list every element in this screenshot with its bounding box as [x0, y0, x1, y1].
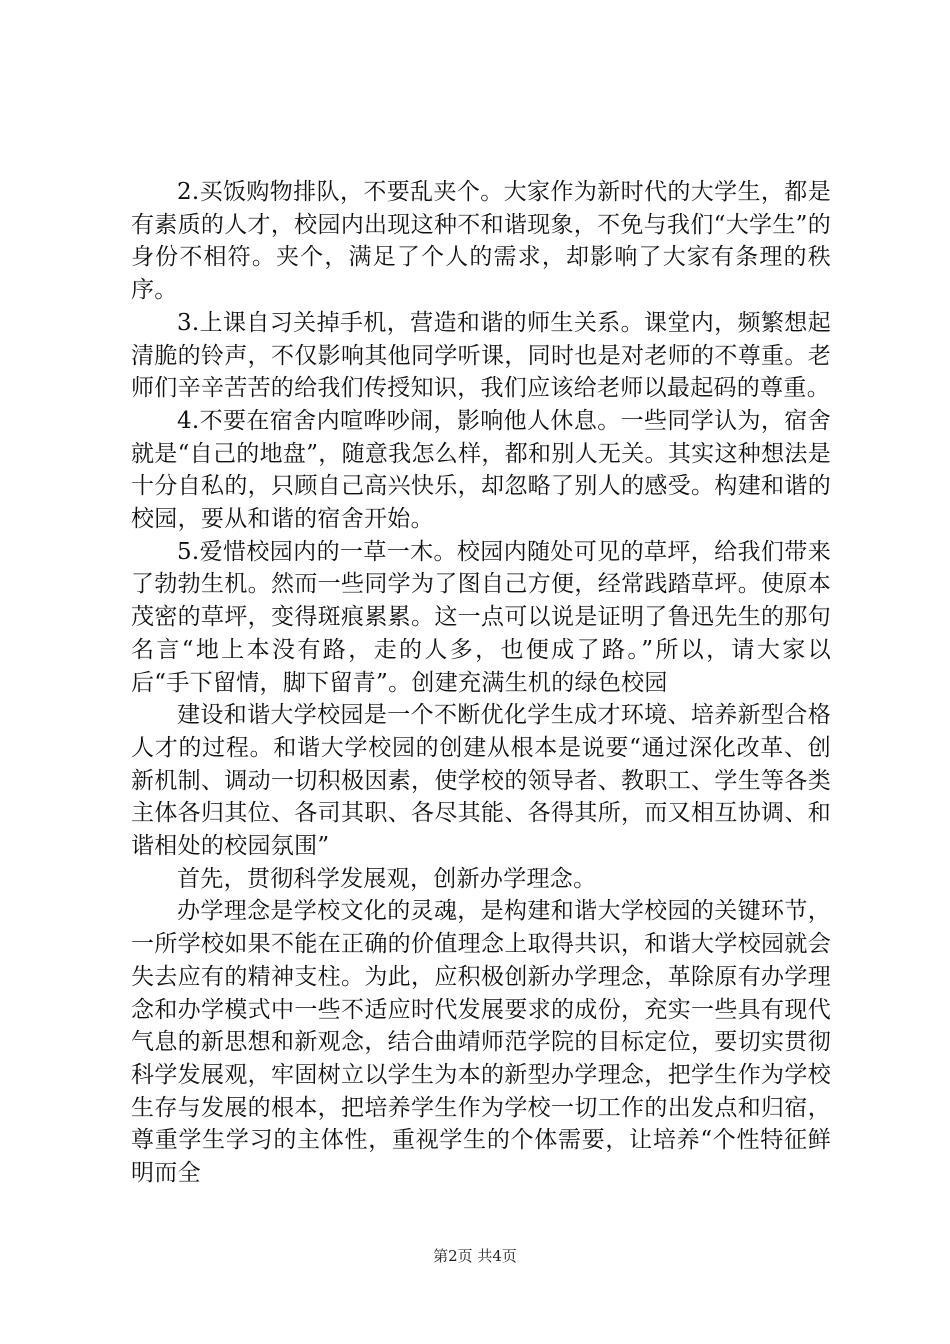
paragraph-harmonious-campus: 建设和谐大学校园是一个不断优化学生成才环境、培养新型合格人才的过程。和谐大学校园的创建从根本是说要“通过深化改革、创新机制、调动一切积极因素，使学校的领导者、教职工、学生等各类主体各归其位、各司其职、各尽其能、各得其所，而又相互协调、和谐相处的校园氛围”	[131, 702, 831, 860]
paragraph-first-point: 首先，贯彻科学发展观，创新办学理念。	[177, 865, 597, 892]
paragraph-phone-rule: 3.上课自习关掉手机，营造和谐的师生关系。课堂内，频繁想起清脆的铃声，不仅影响其他同学听课，同时也是对老师的不尊重。老师们辛辛苦苦的给我们传授知识，我们应该给老师以最起码的尊重。	[131, 309, 831, 402]
page-number-footer: 第2页 共4页	[433, 1247, 517, 1265]
paragraph-queue-rule: 2.买饭购物排队，不要乱夹个。大家作为新时代的大学生，都是有素质的人才，校园内出现这种不和谐现象，不免与我们“大学生”的身份不相符。夹个，满足了个人的需求，却影响了大家有条理的秩序。	[131, 179, 831, 304]
paragraph-school-philosophy: 办学理念是学校文化的灵魂，是构建和谐大学校园的关键环节，一所学校如果不能在正确的价值理念上取得共识，和谐大学校园就会失去应有的精神支柱。为此，应积极创新办学理念，革除原有办学理念和办学模式中一些不适应时代发展要求的成份，充实一些具有现代气息的新思想和新观念，结合曲靖师范学院的目标定位，要切实贯彻科学发展观，牢固树立以学生为本的新型办学理念，把学生作为学校生存与发展的根本，把培养学生作为学校一切工作的出发点和归宿，尊重学生学习的主体性，重视学生的个体需要，让培养“个性特征鲜明而全	[131, 898, 831, 1187]
document-body	[131, 176, 831, 1190]
paragraph-lawn-rule: 5.爱惜校园内的一草一木。校园内随处可见的草坪，给我们带来了勃勃生机。然而一些同学为了图自己方便，经常践踏草坪。使原本茂密的草坪，变得斑痕累累。这一点可以说是证明了鲁迅先生的那句名言“地上本没有路，走的人多，也便成了路。”所以，请大家以后“手下留情，脚下留青”。创建充满生机的绿色校园	[131, 538, 831, 696]
paragraph-dorm-rule: 4.不要在宿舍内喧哗吵闹，影响他人休息。一些同学认为，宿舍就是“自己的地盘”，随意我怎么样，都和别人无关。其实这种想法是十分自私的，只顾自己高兴快乐，却忽略了别人的感受。构建和谐的校园，要从和谐的宿舍开始。	[131, 407, 831, 533]
